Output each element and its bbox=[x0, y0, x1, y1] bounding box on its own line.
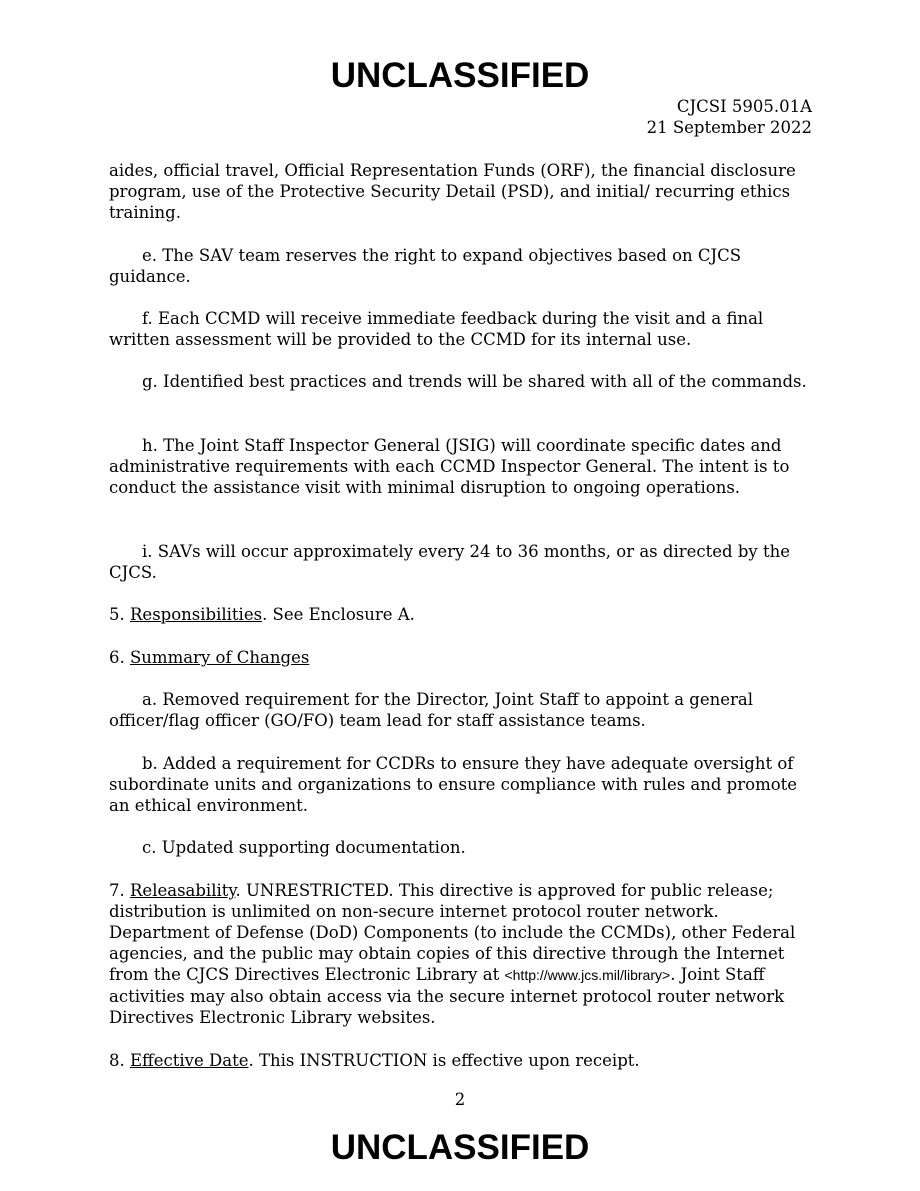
section-number: 8. bbox=[109, 1051, 130, 1070]
classification-banner-top: UNCLASSIFIED bbox=[330, 56, 590, 95]
section-7-releasability bbox=[109, 880, 814, 1028]
section-text: . UNRESTRICTED. This directive is approved for public release; distribution is unlimited on non-secure internet protocol router network. Department of Defense (DoD) Components (to include the CCMDs), other Federal agencies, and the public may obtain copies of this directive through the Internet from the CJCS Directives Electronic Library at bbox=[109, 881, 796, 984]
section-heading: Effective Date bbox=[130, 1051, 249, 1070]
document-date: 21 September 2022 bbox=[646, 118, 812, 137]
section-6-summary-of-changes bbox=[109, 647, 814, 668]
section-5-responsibilities bbox=[109, 604, 814, 625]
section-text: . See Enclosure A. bbox=[262, 605, 415, 624]
section-number: 6. bbox=[109, 648, 130, 667]
paragraph-g: g. Identified best practices and trends will be shared with all of the commands. bbox=[142, 372, 807, 391]
section-text: . This INSTRUCTION is effective upon receipt. bbox=[248, 1051, 640, 1070]
library-url-link[interactable]: <http://www.jcs.mil/library> bbox=[504, 967, 671, 983]
paragraph-e: e. The SAV team reserves the right to expand objectives based on CJCS guidance. bbox=[109, 246, 742, 286]
section-8-effective-date bbox=[109, 1050, 814, 1071]
paragraph-i: i. SAVs will occur approximately every 24 to 36 months, or as directed by the CJCS. bbox=[109, 542, 790, 582]
change-item-a: a. Removed requirement for the Director, Joint Staff to appoint a general officer/flag officer (GO/FO) team lead for staff assistance teams. bbox=[109, 690, 753, 730]
document-number: CJCSI 5905.01A bbox=[676, 97, 812, 116]
change-item-c: c. Updated supporting documentation. bbox=[142, 838, 466, 857]
page-number: 2 bbox=[454, 1090, 466, 1109]
section-number: 5. bbox=[109, 605, 130, 624]
classification-banner-bottom: UNCLASSIFIED bbox=[330, 1128, 590, 1167]
paragraph-h: h. The Joint Staff Inspector General (JSIG) will coordinate specific dates and administrative requirements with each CCMD Inspector General. The intent is to conduct the assistance visit with minimal disruption to ongoing operations. bbox=[109, 436, 790, 497]
paragraph-continuation: aides, official travel, Official Representation Funds (ORF), the financial disclosure program, use of the Protective Security Detail (PSD), and initial/ recurring ethics training. bbox=[109, 161, 796, 222]
section-number: 7. bbox=[109, 881, 130, 900]
section-heading: Summary of Changes bbox=[130, 648, 310, 667]
paragraph-f: f. Each CCMD will receive immediate feedback during the visit and a final written assessment will be provided to the CCMD for its internal use. bbox=[109, 309, 764, 349]
section-heading: Responsibilities bbox=[130, 605, 263, 624]
change-item-b: b. Added a requirement for CCDRs to ensure they have adequate oversight of subordinate units and organizations to ensure compliance with rules and promote an ethical environment. bbox=[109, 754, 798, 815]
section-heading: Releasability bbox=[130, 881, 236, 900]
section-text-continued: . Joint Staff activities may also obtain access via the secure internet protocol router network Directives Electronic Library websites. bbox=[109, 965, 785, 1027]
